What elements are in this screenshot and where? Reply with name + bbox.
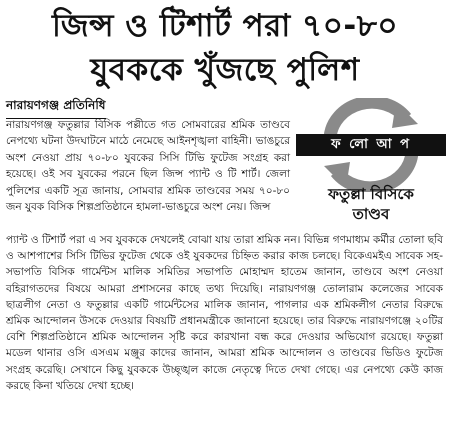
- follow-up-banner: ফ লো আ প: [296, 134, 446, 156]
- article-body-bottom: প্যান্ট ও টিশার্ট পরা এ সব যুবককে দেখলেই বোঝা যায় তারা শ্রমিক নন। বিভিন্ন গণমাধ্যম কর্মীর তোলা ছবি ও আশপাশের সিসি টিভির ফুটেজ থেকে ওই যুবকদের চিহ্নিত করার কাজ চলছে। বিকেএমইএ সাবেক সহ-সভাপতি বিসিক গার্মেন্টস মালিক সমিতির সভাপতি মোহাম্মদ হাতেম জানান, তাণ্ডবে অংশ নেওয়া বহিরাগতদের বিষয়ে আমরা প্রশাসনের কাছে তথ্য দিয়েছি। নারায়ণগঞ্জ তোলারাম কলেজের সাবেক ছাত্রলীগ নেতা ও ফতুল্লার একটি গার্মেন্টসের মালিক জানান, পাগলার এক শ্রমিকলীগ নেতার বিরুদ্ধে শ্রমিক আন্দোলন উসকে দেওয়ার বিষয়টি প্রধানমন্ত্রীকে জানানো হয়েছে। তার বিরুদ্ধে নারায়ণগঞ্জে ২০টির বেশি শিল্পপ্রতিষ্ঠানে শ্রমিক আন্দোলন সৃষ্টি করে কারখানা বন্ধ করে দেওয়ার অভিযোগ রয়েছে। ফতুল্লা মডেল থানার ওসি এসএম মঞ্জুর কাদের জানান, আমরা শ্রমিক আন্দোলন ও তাণ্ডবের ভিডিও ফুটেজ সংগ্রহ করেছি। সেখানে কিছু যুবককে উচ্ছৃঙ্খল কাজে নেতৃত্বে দিতে দেখা গেছে। এর নেপথ্যে কেউ কাজ করছে কিনা খতিয়ে দেখা হচ্ছে।: [6, 234, 443, 392]
- byline: নারায়ণগঞ্জ প্রতিনিধি: [6, 97, 106, 119]
- follow-up-title-line-1: ফতুল্লা বিসিকে: [328, 185, 414, 203]
- follow-up-box: [296, 98, 446, 238]
- headline: [0, 4, 450, 92]
- headline-line-1: জিন্স ও টিশার্ট পরা ৭০-৮০: [52, 8, 398, 44]
- headline-line-2: যুবককে খুঁজছে পুলিশ: [90, 52, 360, 88]
- follow-up-title: [296, 184, 446, 224]
- follow-up-title-line-2: তাণ্ডব: [352, 205, 390, 223]
- article-body-top: নারায়ণগঞ্জ ফতুল্লার বিসিক পল্লীতে গত সোমবারের শ্রমিক তাণ্ডবে নেপথ্যে ঘটনা উদঘাটনে মাঠে নেমেছে আইনশৃঙ্খলা বাহিনী। ভাঙচুরে অংশ নেওয়া প্রায় ৭০-৮০ যুবকের সিসি টিভি ফুটেজ সংগ্রহ করা হয়েছে। ওই সব যুবকের পরনে ছিল জিন্স প্যান্ট ও টি শার্ট। জেলা পুলিশের একটি সূত্র জানায়, সোমবার শ্রমিক তাণ্ডবের সময় ৭০-৮০ জন যুবক বিসিক শিল্পপ্রতিষ্ঠানে হামলা-ভাঙচুরে অংশ নেয়। জিন্স: [6, 119, 290, 214]
